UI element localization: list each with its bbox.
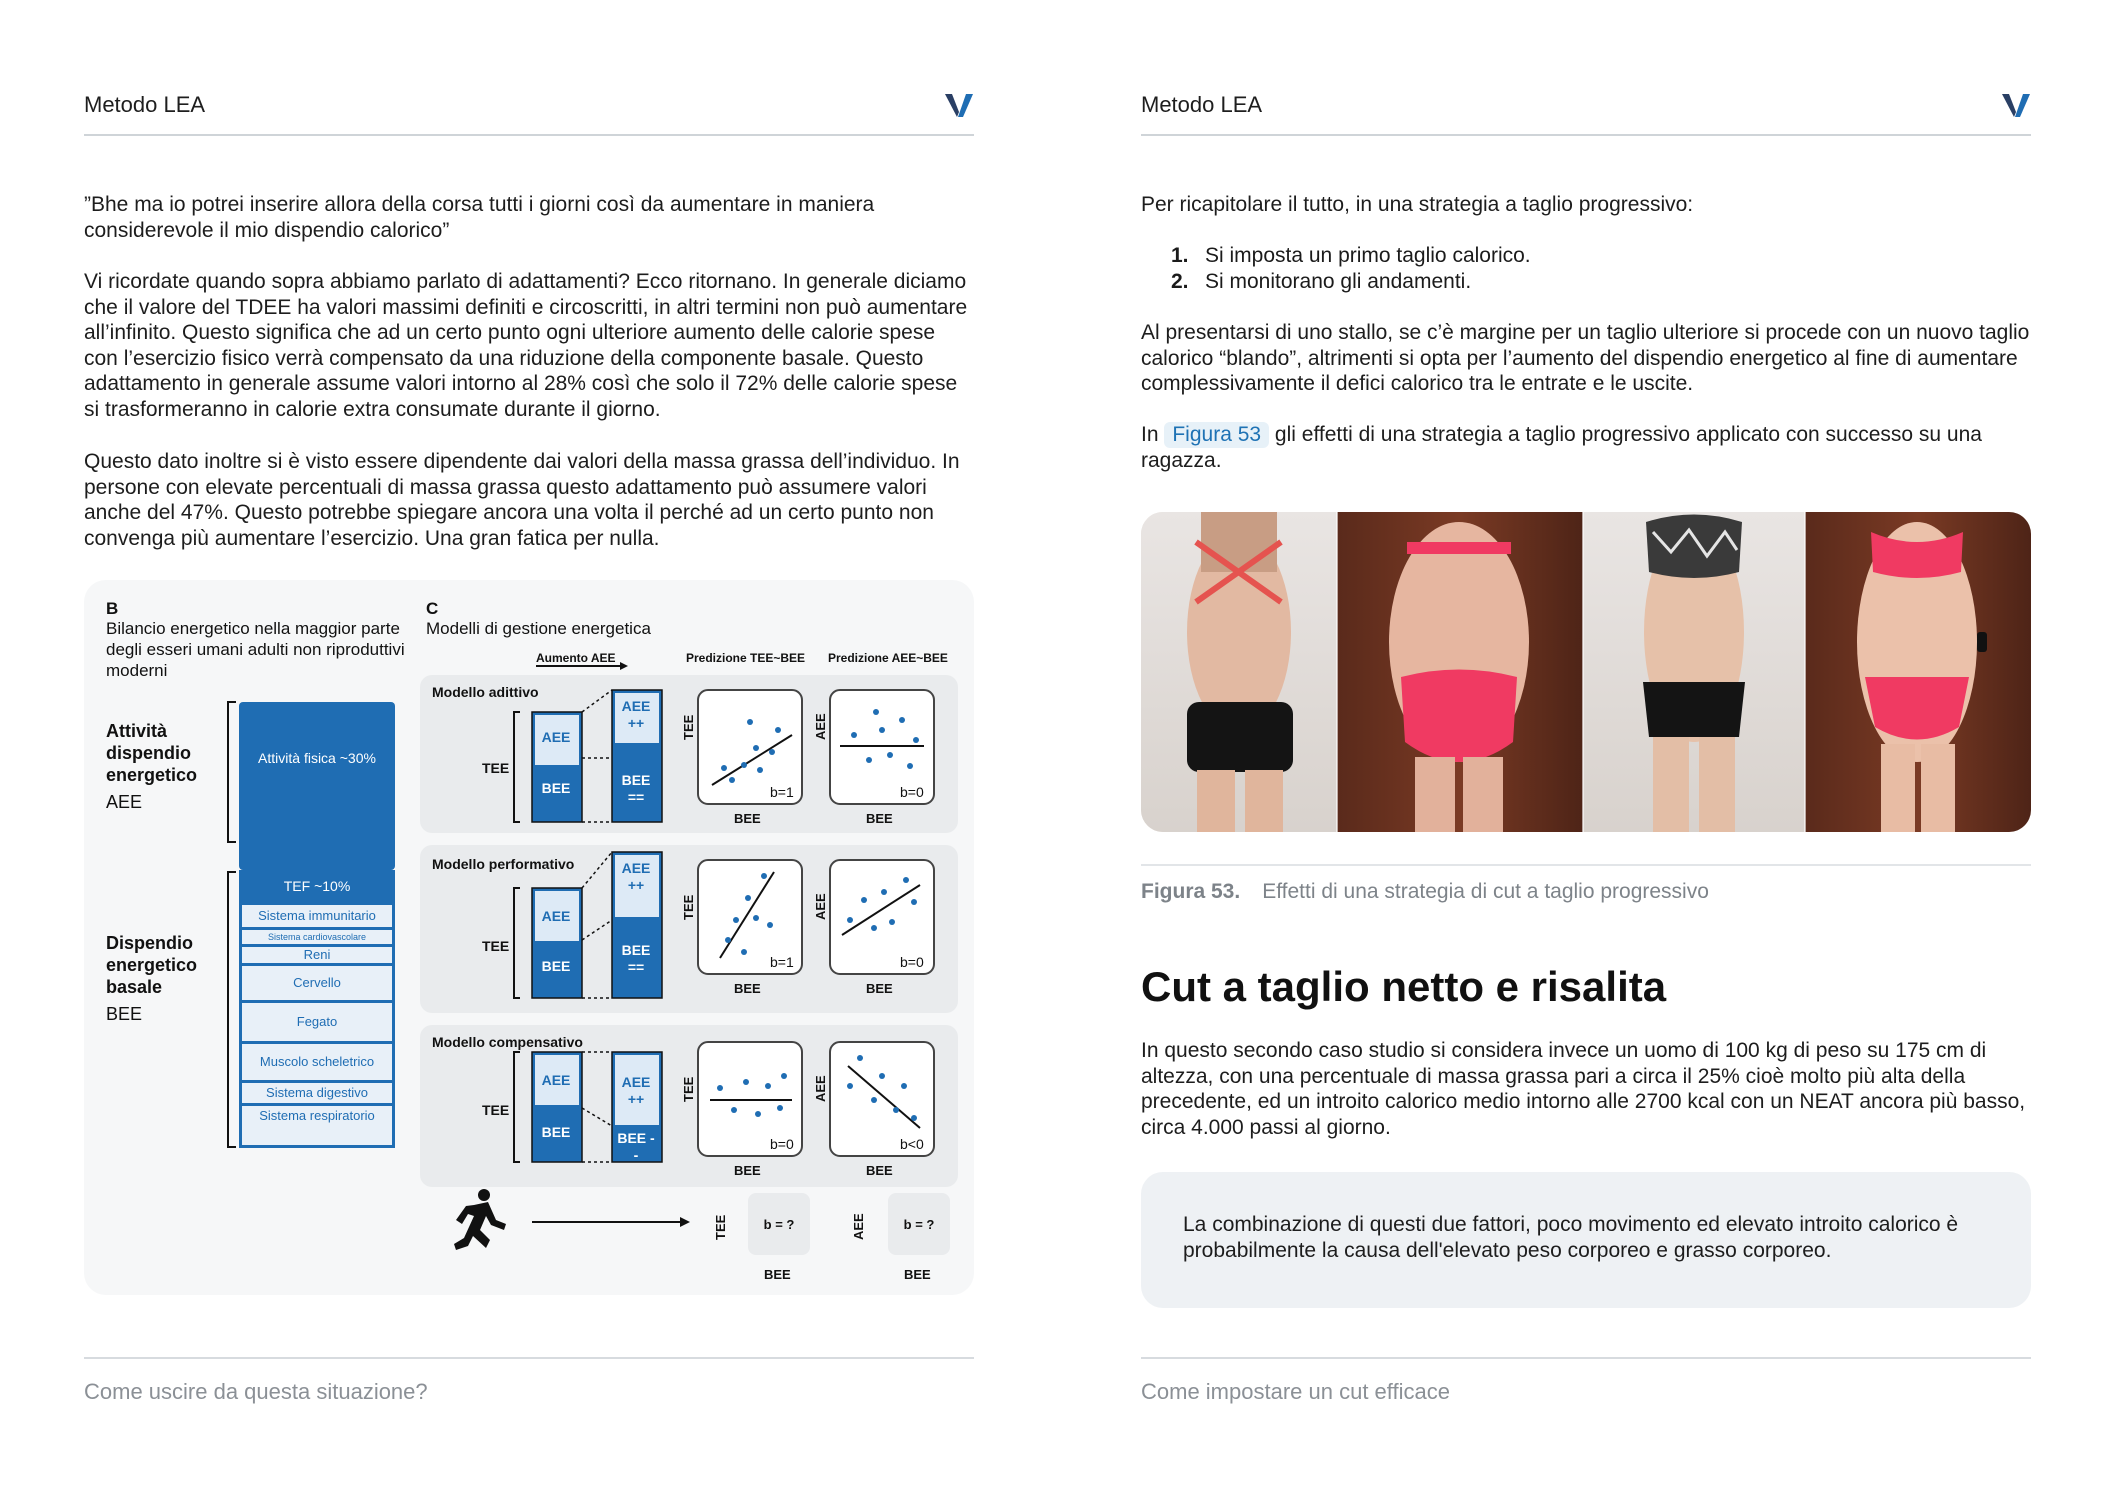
tee-axis-label: TEE [681,1076,696,1102]
panel-c-letter: C [426,599,439,618]
list-item: 2. Si monitorano gli andamenti. [1171,270,1472,293]
aee-axis-label: AEE [813,1075,828,1102]
energy-model-diagram [84,580,974,1295]
brand-logo-icon [944,90,974,120]
list-item: 1. Si imposta un primo taglio calorico. [1171,244,1531,267]
aee-plus-label: AEE ++ [621,1074,651,1107]
steps-list [1171,243,1531,295]
b-value-tee: b=1 [770,784,794,800]
b-value-aee: b=0 [900,954,924,970]
paragraph-massa-grassa: Questo dato inoltre si è visto essere dipendente dai valori della massa grassa dell’individuo. In persone con elevate percentuali di massa grassa questo adattamento può assumere valori anche del 47%. Questo potrebbe spiegare ancora una volta il perché ad un certo punto non convenga più aumentare l’esercizio. Una gran fatica per nulla. [84,450,960,550]
col-header-tee-bee: Predizione TEE~BEE [686,651,806,665]
stack-activity [239,702,395,870]
brand-logo-icon [2001,90,2031,120]
aee-block-label: AEE [541,908,571,924]
panel-b-letter: B [106,599,119,618]
bee-axis-label: BEE [734,981,761,996]
aee-group-abbr: AEE [106,792,143,812]
b-value-tee: b=0 [770,1136,794,1152]
footer-text[interactable]: Come uscire da questa situazione? [84,1379,428,1404]
progress-photos-image [1141,512,2031,832]
aee-bracket [228,702,236,842]
figure-53-photo [1141,512,2031,832]
bee-axis-label: BEE [866,981,893,996]
aee-block-label: AEE [541,1072,571,1088]
bee-group-title: Dispendio energetico basale [106,933,198,997]
bee-equal-label: BEE == [621,772,651,805]
bee-axis-label: BEE [866,1163,893,1178]
aee-plus-label: AEE ++ [621,860,651,893]
col-header-aee-increase: Aumento AEE [536,651,616,665]
runner-icon [454,1189,506,1250]
paragraph-case-study: In questo secondo caso studio si considera invece un uomo di 100 kg di peso su 175 cm di altezza, con una percentuale di massa grassa pari a circa il 25% cioè molto più alta della precedente, ed un introito calorico medio intorno alle 2700 kcal con un NEAT ancora più basso, circa 4.000 passi al giorno. [1141,1039,2026,1139]
header-title: Metodo LEA [84,92,206,117]
bee-axis-label: BEE [904,1267,931,1282]
tee-label: TEE [482,1102,510,1118]
bee-axis-label: BEE [734,1163,761,1178]
panel-c-title: Modelli di gestione energetica [426,619,651,638]
tee-axis-label: TEE [713,1214,728,1240]
paragraph-intro: Per ricapitolare il tutto, in una strategia a taglio progressivo: [1141,193,1694,216]
paragraph-figure-ref: In Figura 53 gli effetti di una strategia a taglio progressivo applicato con successo su una ragazza. [1141,423,1982,472]
bee-bracket [228,872,236,1147]
bee-block-label: BEE [541,780,571,796]
section-heading: Cut a taglio netto e risalita [1141,963,1667,1010]
bee-block-label: BEE [541,1124,571,1140]
b-value-tee: b=1 [770,954,794,970]
bee-group-abbr: BEE [106,1004,143,1024]
bee-minus-label: BEE -- [617,1130,655,1163]
bee-axis-label: BEE [734,811,761,826]
b-value-aee: b=0 [900,784,924,800]
bee-block-label: BEE [541,958,571,974]
paragraph-stallo: Al presentarsi di uno stallo, se c’è margine per un taglio ulteriore si procede con un nuovo taglio calorico “blando”, altrimenti si opta per l’aumento del dispendio energetico al fine di aumentare complessivamente il defici calorico tra le entrate e le uscite. [1141,321,2030,395]
stack-label-digestive: Sistema digestivo [266,1085,368,1100]
tee-axis-label: TEE [681,714,696,740]
aee-block-label: AEE [541,729,571,745]
panel-b-title: Bilancio energetico nella maggior parte degli esseri umani adulti non riproduttivi moderni [106,619,405,680]
tee-label: TEE [482,938,510,954]
page-header [1141,88,2031,136]
footer-text[interactable]: Come impostare un cut efficace [1141,1379,1450,1404]
page-footer [1141,1357,2031,1404]
stack-label-muscle: Muscolo scheletrico [259,1054,375,1069]
stack-label-cardio: Sistema cardiovascolare [267,932,367,942]
callout-text: La combinazione di questi due fattori, poco movimento ed elevato introito calorico è probabilmente la causa dell'elevato peso corporeo e grasso corporeo. [1183,1213,1959,1262]
caption-label: Figura 53. [1141,880,1241,903]
aee-axis-label: AEE [851,1213,866,1240]
tee-label: TEE [482,760,510,776]
aee-plus-label: AEE ++ [621,698,651,731]
page-header [84,88,974,136]
paragraph-adattamenti: Vi ricordate quando sopra abbiamo parlato di adattamenti? Ecco ritornano. In generale diciamo che il valore del TDEE ha valori massimi definiti e circoscritti, in altri termini non può aumentare all’infinito. Questo significa che ad un certo punto ogni ulteriore aumento delle calorie spese con l’esercizio fisico verrà compensato da una riduzione della componente basale. Questo adattamento in generale assume valori intorno al 28% così che solo il 72% delle calorie spese si trasformeranno in calorie extra consumate durante il giorno. [84,270,968,421]
tee-axis-label: TEE [681,894,696,920]
bee-equal-label: BEE == [621,942,651,975]
figure-53-link[interactable]: Figura 53 [1164,422,1269,448]
stack-label-respiratory: Sistema respiratorio [259,1108,375,1123]
caption-text: Effetti di una strategia di cut a taglio progressivo [1262,880,1709,903]
model-compensative-title: Modello compensativo [432,1034,583,1050]
stack-label-activity: Attività fisica ~30% [258,750,376,766]
aee-axis-label: AEE [813,713,828,740]
figure-divider [1141,864,2031,866]
paragraph-quote: ”Bhe ma io potrei inserire allora della corsa tutti i giorni così da aumentare in maniera considerevole il mio dispendio calorico” [84,193,875,242]
right-page [1141,0,2031,1486]
aee-axis-label: AEE [813,893,828,920]
page-footer [84,1357,974,1404]
stack-label-liver: Fegato [296,1014,338,1029]
stack-label-kidney: Reni [303,947,331,962]
b-value-aee: b<0 [900,1136,924,1152]
stack-label-brain: Cervello [293,975,341,990]
model-performative-title: Modello performativo [432,856,575,872]
bee-axis-label: BEE [764,1267,791,1282]
callout-box [1141,1172,2031,1308]
header-title: Metodo LEA [1141,92,1263,117]
unknown-b-tee: b = ? [763,1217,795,1232]
unknown-b-aee: b = ? [903,1217,935,1232]
bee-axis-label: BEE [866,811,893,826]
figure-caption [1141,880,1709,904]
stack-label-immune: Sistema immunitario [258,908,376,923]
aee-group-title: Attività dispendio energetico [106,721,198,785]
col-header-aee-bee: Predizione AEE~BEE [828,651,948,665]
stack-label-tef: TEF ~10% [283,878,351,894]
left-page [84,0,974,1486]
model-additive-title: Modello adittivo [432,684,539,700]
